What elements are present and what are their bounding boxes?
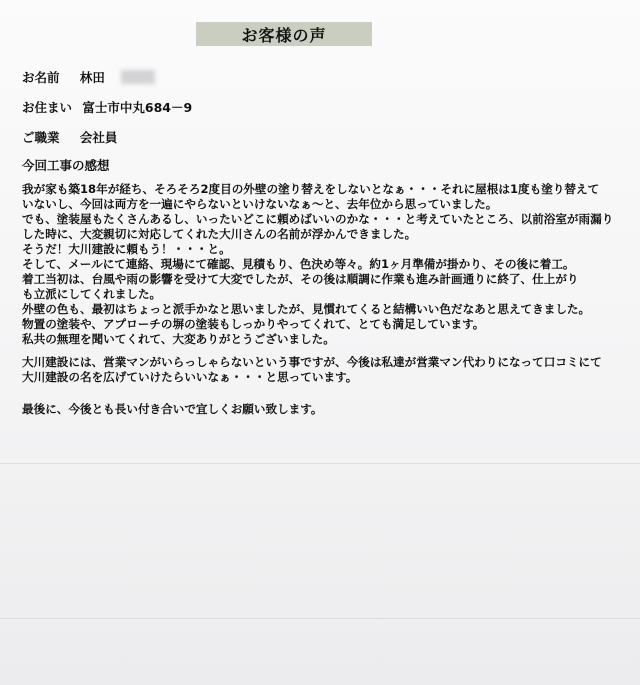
page-title: お客様の声: [241, 25, 327, 45]
body-line: 私共の無理を聞いてくれて、大変ありがとうございました。: [22, 332, 335, 346]
address-field: [22, 98, 192, 116]
title-banner: [196, 22, 372, 46]
occupation-field: [22, 128, 117, 146]
body-line: 大川建設の名を広げていけたらいいなぁ・・・と思っています。: [22, 370, 358, 384]
paper-fold-line: [0, 463, 640, 464]
occupation-label: ご職業: [22, 130, 60, 145]
body-line: も立派にしてくれました。: [22, 287, 162, 301]
body-line: そうだ！大川建設に頼もう！・・・と。: [22, 242, 231, 256]
body-line: 大川建設には、営業マンがいらっしゃらないという事ですが、今後は私達が営業マン代わりになって口コミにて: [22, 355, 602, 369]
occupation-value: 会社員: [79, 130, 118, 145]
address-label: お住まい: [22, 100, 73, 115]
redacted-name-blur: [121, 70, 155, 84]
name-label: お名前: [22, 70, 60, 85]
body-line: そして、メールにて連絡、現場にて確認、見積もり、色決め等々。約1ヶ月準備が掛かり、その後に着工。: [22, 257, 575, 271]
address-value: 富士市中丸684－9: [82, 100, 193, 115]
body-line: した時に、大変親切に対応してくれた大川さんの名前が浮かんできました。: [22, 227, 417, 241]
impression-paragraph: [22, 182, 622, 347]
closing-paragraph: [22, 402, 622, 417]
section-heading: 今回工事の感想: [22, 158, 110, 173]
body-line: いないし、今回は両方を一遍にやらないといけないなぁ～と、去年位から思っていました。: [22, 197, 498, 211]
body-line: 物置の塗装や、アプローチの塀の塗装もしっかりやってくれて、とても満足しています。: [22, 317, 485, 331]
name-field: [22, 68, 155, 86]
body-line: 我が家も築18年が経ち、そろそろ2度目の外壁の塗り替えをしないとなぁ・・・それに屋根は1度も塗り替えて: [22, 182, 600, 196]
name-value: 林田: [79, 70, 105, 85]
paper-fold-line: [0, 618, 640, 619]
closing-line: 最後に、今後とも長い付き合いで宜しくお願い致します。: [22, 402, 323, 416]
body-line: でも、塗装屋もたくさんあるし、いったいどこに頼めばいいのかな・・・と考えていたところ、以前浴室が雨漏り: [22, 212, 614, 226]
body-line: 着工当初は、台風や雨の影響を受けて大変でしたが、その後は順調に作業も進み計画通りに終了、仕上がり: [22, 272, 579, 286]
word-of-mouth-paragraph: [22, 355, 622, 385]
body-line: 外壁の色も、最初はちょっと派手かなと思いましたが、見慣れてくると結構いい色だなあと思えてきました。: [22, 302, 591, 316]
